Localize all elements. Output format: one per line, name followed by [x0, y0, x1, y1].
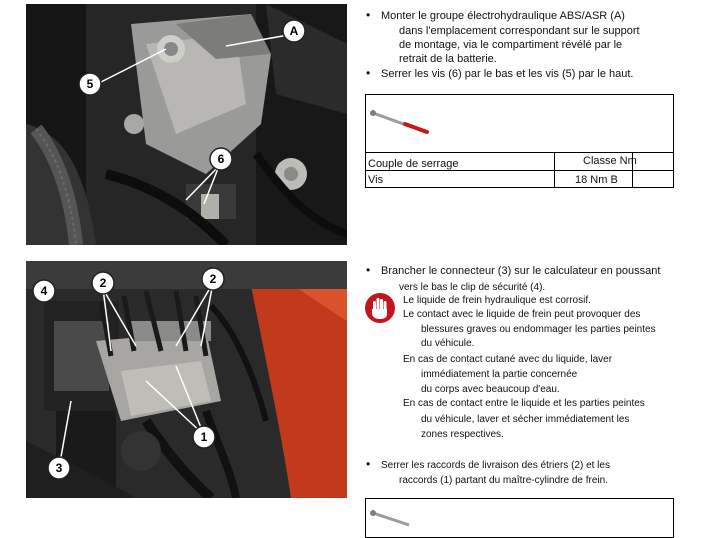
warning-line1: Le liquide de frein hydraulique est corrosif.: [403, 295, 591, 306]
callout-1: [193, 426, 215, 448]
paint-contact-line2: du véhicule, laver et sécher immédiatement les: [421, 414, 630, 425]
torque-wrench-icon: [369, 509, 431, 534]
torque-header-right: Classe Nm: [583, 155, 637, 167]
callout-3: [48, 457, 70, 479]
instruction-tighten-fittings-line1: Serrer les raccords de livraison des étriers (2) et les: [381, 460, 610, 471]
bullet-icon: •: [366, 263, 371, 277]
callout-5: [79, 73, 101, 95]
warning-line4: du véhicule.: [421, 338, 475, 349]
callout-2-right: [202, 268, 224, 290]
paint-contact-line1: En cas de contact entre le liquide et les parties peintes: [403, 398, 645, 409]
instruction-connect-line1: Brancher le connecteur (3) sur le calculateur en poussant: [381, 265, 661, 277]
bullet-icon: •: [366, 66, 371, 80]
svg-text:A: A: [289, 24, 299, 38]
instruction-tighten-screws: Serrer les vis (6) par le bas et les vis (5) par le haut.: [381, 68, 634, 80]
bullet-icon: •: [366, 8, 371, 22]
paint-contact-line3: zones respectives.: [421, 429, 504, 440]
photo-abs-unit-mounting: [26, 4, 347, 245]
instruction-tighten-fittings-line2: raccords (1) partant du maître-cylindre de frein.: [399, 475, 608, 486]
callout-a: [283, 20, 305, 42]
instruction-mount-abs-line4: retrait de la batterie.: [399, 53, 497, 65]
warning-hand-icon: [364, 292, 396, 329]
bullet-icon: •: [366, 457, 371, 471]
photo-abs-connector-lines: [26, 261, 347, 498]
torque-row-right: 18 Nm B: [575, 174, 618, 186]
callout-2-left: [92, 272, 114, 294]
instruction-mount-abs-line1: Monter le groupe électrohydraulique ABS/ASR (A): [381, 10, 625, 22]
skin-contact-line1: En cas de contact cutané avec du liquide, laver: [403, 354, 613, 365]
svg-text:2: 2: [209, 272, 217, 286]
callout-6: [210, 148, 232, 170]
torque-header-left: Couple de serrage: [368, 158, 459, 170]
svg-text:1: 1: [200, 430, 208, 444]
svg-text:5: 5: [86, 77, 94, 91]
instruction-mount-abs-line2: dans l'emplacement correspondant sur le support: [399, 25, 640, 37]
torque-wrench-icon: [369, 107, 431, 140]
warning-line2: Le contact avec le liquide de frein peut provoquer des: [403, 309, 641, 320]
torque-table-2: [365, 498, 674, 538]
svg-text:2: 2: [99, 276, 107, 290]
svg-text:6: 6: [217, 152, 225, 166]
torque-table: [365, 94, 674, 188]
svg-text:3: 3: [55, 461, 63, 475]
skin-contact-line3: du corps avec beaucoup d'eau.: [421, 384, 560, 395]
warning-line3: blessures graves ou endommager les parties peintes: [421, 324, 656, 335]
instruction-mount-abs-line3: de montage, via le compartiment révélé par le: [399, 39, 623, 51]
callout-4: [33, 280, 55, 302]
svg-text:4: 4: [40, 284, 48, 298]
instruction-connect-line2: vers le bas le clip de sécurité (4).: [399, 282, 546, 293]
skin-contact-line2: immédiatement la partie concernée: [421, 369, 578, 380]
torque-row-left: Vis: [368, 174, 384, 186]
